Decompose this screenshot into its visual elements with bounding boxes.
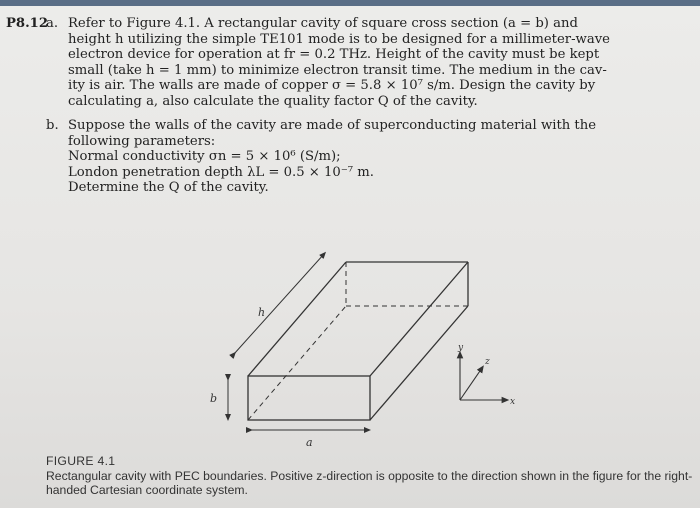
x-label: x [510,397,516,407]
part-a-line: height h utilizing the simple TE101 mode is to be designed for a millimeter-wave [68,31,610,47]
part-b-line: Determine the Q of the cavity. [68,180,269,196]
figure-caption [46,454,696,498]
part-a-line: calculating a, also calculate the quality factor Q of the cavity. [68,93,478,109]
z-axis-arrow [460,368,482,400]
part-a-text [68,16,691,110]
part-b-line: Suppose the walls of the cavity are made of superconducting material with the [68,118,597,133]
part-a [46,16,691,110]
part-b [46,118,691,196]
z-label: z [485,357,490,367]
part-b-text [68,118,691,196]
hidden-edge [248,306,346,420]
part-a-line: Refer to Figure 4.1. A rectangular cavity of square cross section (a = b) and [68,16,578,31]
cavity-edge [248,262,346,376]
window-top-edge [0,0,700,6]
part-b-line: Normal conductivity σn = 5 × 10⁶ (S/m); [68,149,341,165]
part-a-letter: a. [46,16,59,31]
part-b-line: London penetration depth λL = 0.5 × 10⁻⁷ m. [68,164,374,180]
part-b-line: following parameters: [68,133,216,149]
part-b-letter: b. [46,118,59,133]
h-label: h [258,306,266,319]
cavity-edge [370,262,468,376]
part-a-line: small (take h = 1 mm) to minimize electron transit time. The medium in the cav- [68,62,607,78]
part-a-line: ity is air. The walls are made of copper σ = 5.8 × 10⁷ s/m. Design the cavity by [68,78,596,94]
caption-title: FIGURE 4.1 [46,454,116,468]
cavity-figure [196,250,526,450]
caption-text: Rectangular cavity with PEC boundaries. Positive z-direction is opposite to the direction shown in the figure for the right-handed Cartesian coordinate system. [46,468,693,497]
part-a-line: electron device for operation at fr = 0.2 THz. Height of the cavity must be kept [68,47,600,63]
a-label: a [306,436,313,449]
y-label: y [458,343,464,353]
b-label: b [210,392,218,405]
cavity-edge [370,306,468,420]
problem-number: P8.12 [6,16,49,31]
